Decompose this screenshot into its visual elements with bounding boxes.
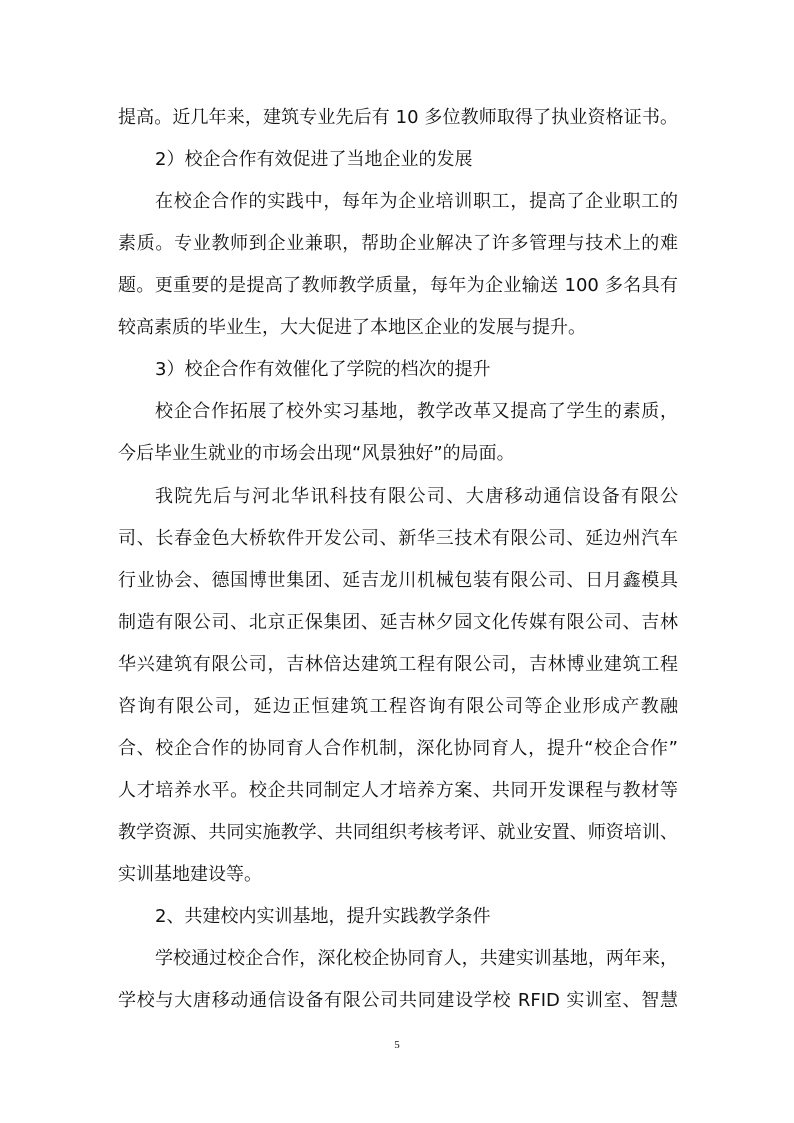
section-heading: 2）校企合作有效促进了当地企业的发展 bbox=[155, 149, 473, 170]
paragraph-line: 提高。近几年来，建筑专业先后有 10 多位教师取得了执业资格证书。 bbox=[118, 107, 678, 128]
paragraph-line: 行业协会、德国博世集团、延吉龙川机械包装有限公司、日月鑫模具 bbox=[118, 570, 678, 591]
paragraph-line: 学校通过校企合作，深化校企协同育人，共建实训基地，两年来， bbox=[155, 948, 678, 969]
paragraph-line: 素质。专业教师到企业兼职，帮助企业解决了许多管理与技术上的难 bbox=[118, 233, 678, 254]
paragraph-line: 学校与大唐移动通信设备有限公司共同建设学校 RFID 实训室、智慧 bbox=[118, 990, 678, 1011]
paragraph-line: 在校企合作的实践中，每年为企业培训职工，提高了企业职工的 bbox=[155, 191, 678, 212]
section-heading: 2、共建校内实训基地，提升实践教学条件 bbox=[155, 906, 491, 927]
paragraph-line: 教学资源、共同实施教学、共同组织考核考评、就业安置、师资培训、 bbox=[118, 822, 678, 843]
paragraph-line: 人才培养水平。校企共同制定人才培养方案、共同开发课程与教材等 bbox=[118, 780, 678, 801]
paragraph-line: 制造有限公司、北京正保集团、延吉林夕园文化传媒有限公司、吉林 bbox=[118, 612, 678, 633]
paragraph-line: 今后毕业生就业的市场会出现“风景独好”的局面。 bbox=[118, 443, 515, 464]
paragraph-line: 校企合作拓展了校外实习基地，教学改革又提高了学生的素质， bbox=[155, 401, 678, 422]
paragraph-line: 华兴建筑有限公司，吉林倍达建筑工程有限公司，吉林博业建筑工程 bbox=[118, 654, 678, 675]
paragraph-line: 合、校企合作的协同育人合作机制，深化协同育人，提升“校企合作” bbox=[118, 738, 678, 759]
paragraph-line: 司、长春金色大桥软件开发公司、新华三技术有限公司、延边州汽车 bbox=[118, 528, 678, 549]
paragraph-line: 题。更重要的是提高了教师教学质量，每年为企业输送 100 多名具有 bbox=[118, 275, 678, 296]
paragraph-line: 实训基地建设等。 bbox=[118, 864, 262, 885]
paragraph-line: 我院先后与河北华讯科技有限公司、大唐移动通信设备有限公 bbox=[155, 486, 678, 507]
paragraph-line: 咨询有限公司，延边正恒建筑工程咨询有限公司等企业形成产教融 bbox=[118, 696, 678, 717]
paragraph-line: 较高素质的毕业生，大大促进了本地区企业的发展与提升。 bbox=[118, 317, 586, 338]
section-heading: 3）校企合作有效催化了学院的档次的提升 bbox=[155, 359, 491, 380]
page-number: 5 bbox=[394, 1039, 400, 1051]
